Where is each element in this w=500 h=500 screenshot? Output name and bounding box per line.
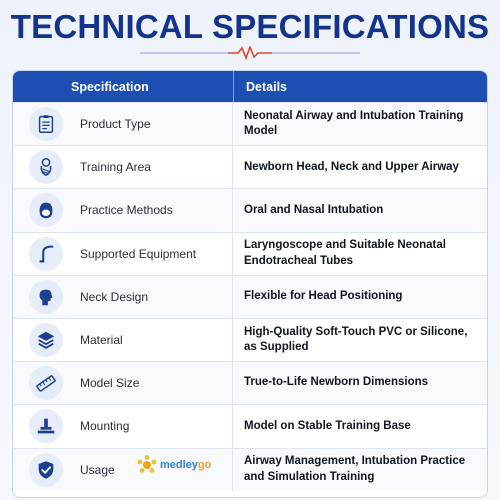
spec-label: Practice Methods: [80, 203, 173, 218]
table-row: [13, 188, 487, 231]
column-divider: [232, 146, 233, 188]
spec-detail: Flexible for Head Positioning: [244, 290, 403, 303]
column-divider: [232, 103, 233, 145]
column-divider: [232, 233, 233, 275]
laryngoscope-icon: [29, 237, 63, 271]
shield-check-icon: [29, 453, 63, 487]
spec-detail: Neonatal Airway and Intubation Training Model: [244, 109, 464, 138]
logo-text: medleygo: [160, 459, 212, 471]
table-row: [13, 448, 487, 491]
column-divider: [232, 405, 233, 447]
spec-label: Training Area: [80, 160, 151, 175]
spec-label: Neck Design: [80, 289, 149, 304]
header-details: Details: [246, 79, 287, 94]
spec-detail: Laryngoscope and Suitable Neonatal Endotracheal Tubes: [244, 239, 446, 267]
brand-logo: [136, 454, 211, 476]
leaf-logo-icon: [136, 454, 158, 476]
column-divider: [232, 449, 233, 491]
spec-detail: Airway Management, Intubation Practice and Simulation Training: [244, 455, 466, 483]
face-mask-icon: [29, 193, 63, 227]
base-stand-icon: [29, 409, 63, 443]
spec-label: Usage: [80, 462, 115, 477]
spec-detail: Model on Stable Training Base: [244, 419, 411, 432]
spec-detail: Oral and Nasal Intubation: [244, 203, 384, 216]
header-spec: Specification: [71, 79, 149, 94]
column-divider: [232, 276, 233, 318]
spec-label: Model Size: [80, 376, 140, 391]
table-row: [13, 145, 487, 188]
heartbeat-divider: [140, 46, 360, 60]
spec-label: Material: [80, 333, 123, 348]
ruler-icon: [29, 366, 63, 400]
spec-detail: True-to-Life Newborn Dimensions: [244, 376, 429, 389]
table-row: [13, 102, 487, 145]
spec-detail: Newborn Head, Neck and Upper Airway: [244, 160, 459, 173]
spec-label: Mounting: [80, 419, 130, 434]
table-row: [13, 404, 487, 447]
column-divider: [232, 362, 233, 404]
column-divider: [232, 319, 233, 361]
spec-label: Product Type: [80, 117, 151, 132]
page-title: TECHNICAL SPECIFICATIONS: [10, 8, 490, 45]
spec-table: [12, 70, 488, 498]
swaddled-baby-icon: [29, 150, 63, 184]
table-row: [13, 318, 487, 361]
clipboard-icon: [29, 107, 63, 141]
spec-detail: High-Quality Soft-Touch PVC or Silicone, as Supplied: [244, 325, 468, 354]
head-profile-icon: [29, 280, 63, 314]
spec-label: Supported Equipment: [80, 246, 197, 261]
column-divider: [232, 189, 233, 231]
layers-icon: [29, 323, 63, 357]
table-row: [13, 275, 487, 318]
table-row: [13, 361, 487, 404]
table-header: [13, 71, 487, 102]
table-row: [13, 232, 487, 275]
